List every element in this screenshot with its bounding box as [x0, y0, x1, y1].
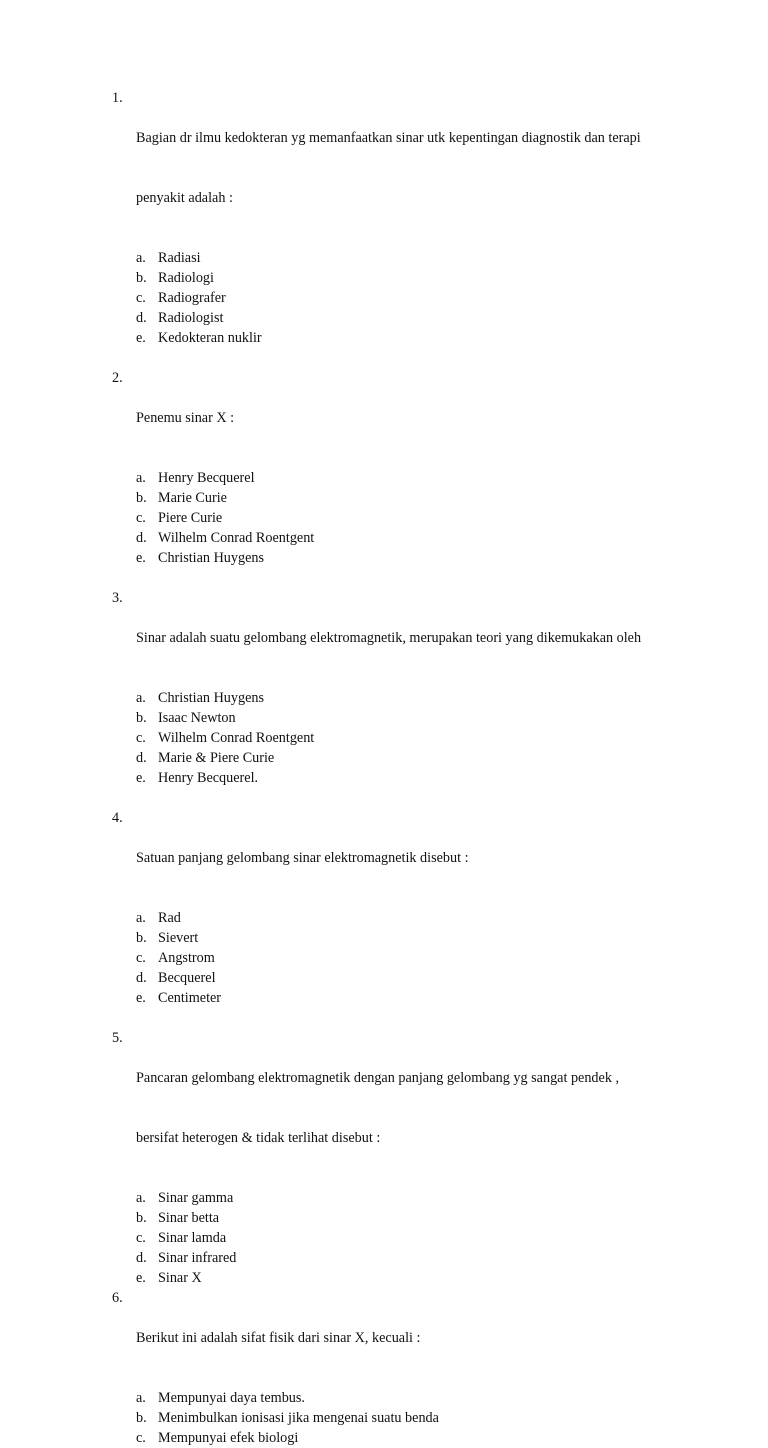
option-b: [136, 928, 692, 948]
option-b: [136, 488, 692, 508]
option-text: Sinar X: [158, 1270, 202, 1286]
option-d: [136, 1248, 692, 1268]
option-letter: d.: [136, 970, 147, 986]
option-d: [136, 968, 692, 988]
option-text: Wilhelm Conrad Roentgent: [158, 530, 315, 546]
option-letter: d.: [136, 530, 147, 546]
option-a: [136, 1188, 692, 1208]
option-letter: a.: [136, 1190, 146, 1206]
option-text: Isaac Newton: [158, 710, 236, 726]
option-a: [136, 908, 692, 928]
option-letter: e.: [136, 770, 146, 786]
option-letter: b.: [136, 490, 147, 506]
question-text-line: Bagian dr ilmu kedokteran yg memanfaatkan sinar utk kepentingan diagnostik dan terapi: [136, 130, 641, 146]
question-6: [112, 1288, 692, 1448]
option-letter: b.: [136, 270, 147, 286]
option-letter: c.: [136, 950, 146, 966]
option-a: [136, 248, 692, 268]
option-c: [136, 1228, 692, 1248]
option-text: Henry Becquerel.: [158, 770, 259, 786]
option-text: Christian Huygens: [158, 550, 265, 566]
question-text: [136, 368, 692, 468]
option-list: [136, 688, 692, 788]
option-letter: a.: [136, 910, 146, 926]
option-letter: c.: [136, 1230, 146, 1246]
question-text: [136, 588, 692, 688]
option-letter: e.: [136, 550, 146, 566]
question-number: 1.: [112, 90, 123, 106]
option-text: Piere Curie: [158, 510, 223, 526]
option-letter: d.: [136, 310, 147, 326]
option-letter: e.: [136, 1270, 146, 1286]
option-letter: c.: [136, 290, 146, 306]
option-c: [136, 288, 692, 308]
option-e: [136, 1268, 692, 1288]
question-text-line: Penemu sinar X :: [136, 410, 235, 426]
option-text: Radiologist: [158, 310, 224, 326]
option-text: Marie Curie: [158, 490, 227, 506]
question-5: [112, 1028, 692, 1288]
option-e: [136, 328, 692, 348]
question-text-line: Satuan panjang gelombang sinar elektromagnetik disebut :: [136, 850, 469, 866]
option-text: Henry Becquerel: [158, 470, 255, 486]
option-letter: a.: [136, 690, 146, 706]
option-list: [136, 468, 692, 568]
option-text: Marie & Piere Curie: [158, 750, 275, 766]
option-letter: e.: [136, 330, 146, 346]
question-1: [112, 88, 692, 348]
option-text: Wilhelm Conrad Roentgent: [158, 730, 315, 746]
option-text: Radiasi: [158, 250, 201, 266]
option-e: [136, 988, 692, 1008]
question-text-line: bersifat heterogen & tidak terlihat disebut :: [136, 1130, 381, 1146]
option-text: Radiologi: [158, 270, 214, 286]
question-text-line: penyakit adalah :: [136, 190, 233, 206]
option-text: Christian Huygens: [158, 690, 265, 706]
option-letter: d.: [136, 750, 147, 766]
question-number: 5.: [112, 1030, 123, 1046]
option-a: [136, 468, 692, 488]
question-2: [112, 368, 692, 568]
option-e: [136, 548, 692, 568]
option-c: [136, 1428, 692, 1448]
option-e: [136, 768, 692, 788]
option-d: [136, 748, 692, 768]
question-number: 4.: [112, 810, 123, 826]
option-b: [136, 268, 692, 288]
option-letter: a.: [136, 250, 146, 266]
option-text: Mempunyai daya tembus.: [158, 1390, 305, 1406]
option-d: [136, 308, 692, 328]
option-letter: b.: [136, 930, 147, 946]
option-a: [136, 688, 692, 708]
option-letter: b.: [136, 710, 147, 726]
option-b: [136, 1408, 692, 1428]
option-text: Sinar betta: [158, 1210, 220, 1226]
option-text: Rad: [158, 910, 181, 926]
option-c: [136, 728, 692, 748]
question-text-line: Pancaran gelombang elektromagnetik dengan panjang gelombang yg sangat pendek ,: [136, 1070, 620, 1086]
option-list: [136, 1388, 692, 1448]
option-c: [136, 508, 692, 528]
question-text-line: Sinar adalah suatu gelombang elektromagnetik, merupakan teori yang dikemukakan oleh: [136, 630, 642, 646]
question-text: [136, 88, 692, 248]
question-number: 3.: [112, 590, 123, 606]
option-text: Becquerel: [158, 970, 216, 986]
option-letter: c.: [136, 510, 146, 526]
option-list: [136, 1188, 692, 1288]
question-text-line: Berikut ini adalah sifat fisik dari sinar X, kecuali :: [136, 1330, 421, 1346]
question-text: [136, 808, 692, 908]
option-c: [136, 948, 692, 968]
question-number: 6.: [112, 1290, 123, 1306]
question-list: [112, 88, 692, 1448]
option-text: Menimbulkan ionisasi jika mengenai suatu benda: [158, 1410, 439, 1426]
option-list: [136, 908, 692, 1008]
option-text: Angstrom: [158, 950, 215, 966]
question-text: [136, 1028, 692, 1188]
option-letter: a.: [136, 470, 146, 486]
option-letter: e.: [136, 990, 146, 1006]
option-letter: b.: [136, 1210, 147, 1226]
option-letter: b.: [136, 1410, 147, 1426]
option-text: Sinar lamda: [158, 1230, 227, 1246]
option-text: Sievert: [158, 930, 199, 946]
option-text: Sinar gamma: [158, 1190, 234, 1206]
question-number: 2.: [112, 370, 123, 386]
option-letter: c.: [136, 730, 146, 746]
option-letter: a.: [136, 1390, 146, 1406]
option-text: Sinar infrared: [158, 1250, 237, 1266]
option-text: Mempunyai efek biologi: [158, 1430, 299, 1446]
option-text: Centimeter: [158, 990, 222, 1006]
option-text: Radiografer: [158, 290, 226, 306]
option-b: [136, 1208, 692, 1228]
option-letter: d.: [136, 1250, 147, 1266]
option-b: [136, 708, 692, 728]
option-a: [136, 1388, 692, 1408]
option-d: [136, 528, 692, 548]
option-list: [136, 248, 692, 348]
question-4: [112, 808, 692, 1008]
option-letter: c.: [136, 1430, 146, 1446]
question-3: [112, 588, 692, 788]
option-text: Kedokteran nuklir: [158, 330, 262, 346]
question-text: [136, 1288, 692, 1388]
